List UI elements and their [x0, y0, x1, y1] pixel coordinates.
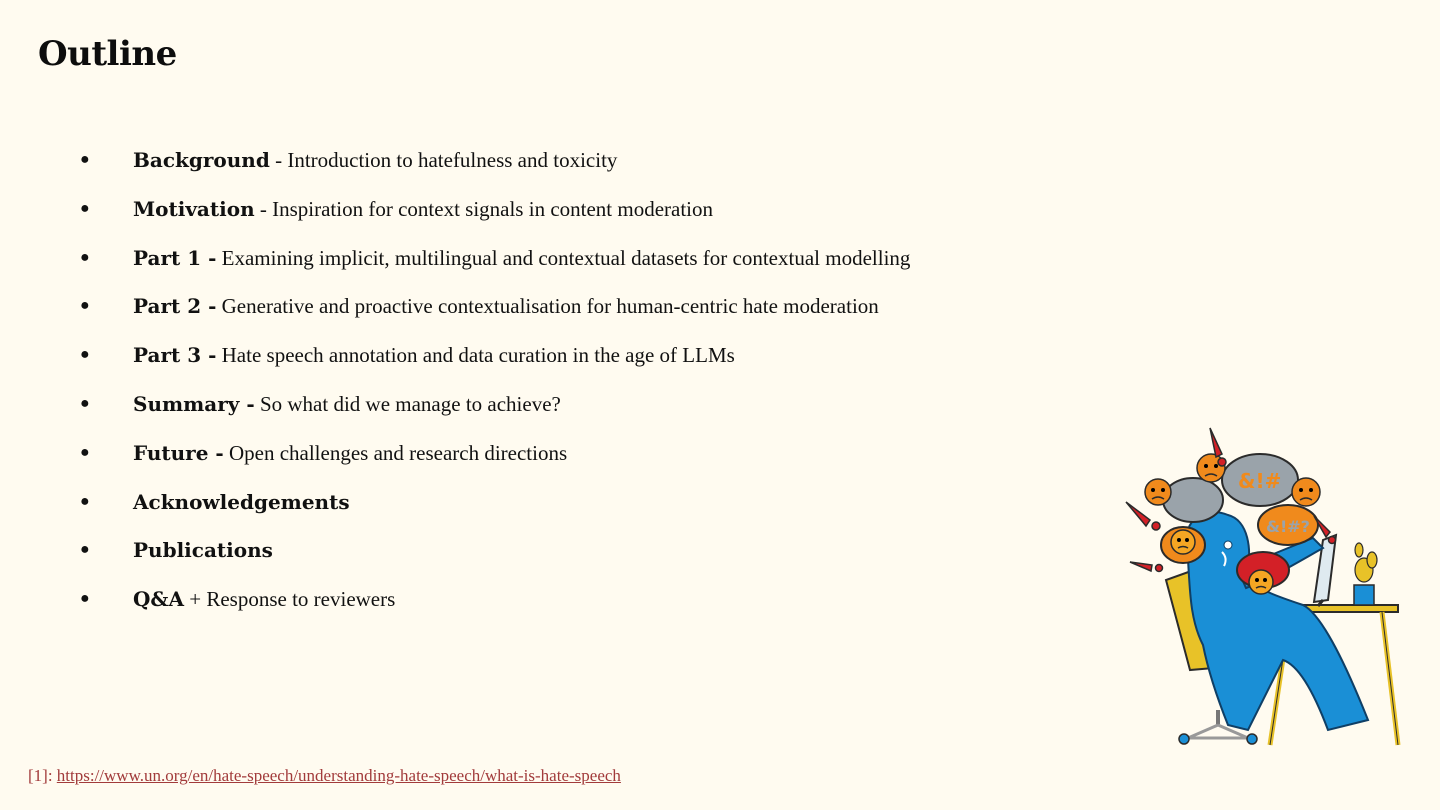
outline-item-heading: Part 1 -: [133, 245, 217, 270]
footnote-link[interactable]: https://www.un.org/en/hate-speech/understanding-hate-speech/what-is-hate-speech: [56, 766, 621, 785]
bullet-icon: ●: [80, 394, 90, 412]
outline-item-description: So what did we manage to achieve?: [254, 391, 561, 416]
outline-item-heading: Future -: [133, 440, 224, 465]
plant-icon: [1354, 543, 1377, 605]
bubble-text: &!#?: [1266, 517, 1310, 536]
bullet-icon: ●: [80, 151, 90, 168]
footnote-ref: [1]:: [28, 766, 57, 785]
outline-item-heading: Part 3 -: [133, 343, 217, 368]
bullet-icon: ●: [80, 541, 90, 559]
outline-item-heading: Summary -: [133, 391, 255, 416]
outline-item-description: - Inspiration for context signals in content moderation: [254, 196, 714, 221]
outline-item-heading: Publications: [133, 538, 273, 563]
outline-item-description: Examining implicit, multilingual and contextual datasets for contextual modelling: [216, 245, 911, 270]
slide-title: Outline: [38, 34, 177, 74]
bullet-icon: ●: [80, 297, 90, 315]
outline-item-description: Open challenges and research directions: [223, 440, 568, 465]
footnote: [28, 766, 621, 786]
bullet-icon: ●: [80, 199, 90, 217]
bullet-icon: ●: [80, 492, 90, 510]
bullet-icon: ●: [80, 590, 90, 608]
bubble-text: &!#: [1238, 469, 1282, 493]
bullet-icon: ●: [80, 443, 90, 461]
outline-item-description: + Response to reviewers: [184, 587, 396, 612]
outline-item-description: - Introduction to hatefulness and toxicity: [269, 148, 618, 172]
overwhelmed-person-at-desk-illustration: [1118, 420, 1408, 750]
bullet-icon: ●: [80, 346, 90, 364]
outline-item-heading: Q&A: [133, 587, 184, 612]
outline-item-heading: Part 2 -: [133, 294, 217, 319]
outline-item-description: Generative and proactive contextualisation for human-centric hate moderation: [216, 294, 879, 319]
outline-item-heading: Acknowledgements: [133, 489, 350, 514]
outline-item-heading: Background: [133, 148, 270, 172]
bullet-icon: ●: [80, 248, 90, 266]
outline-item-heading: Motivation: [133, 196, 255, 221]
outline-item-description: Hate speech annotation and data curation in the age of LLMs: [216, 343, 735, 368]
